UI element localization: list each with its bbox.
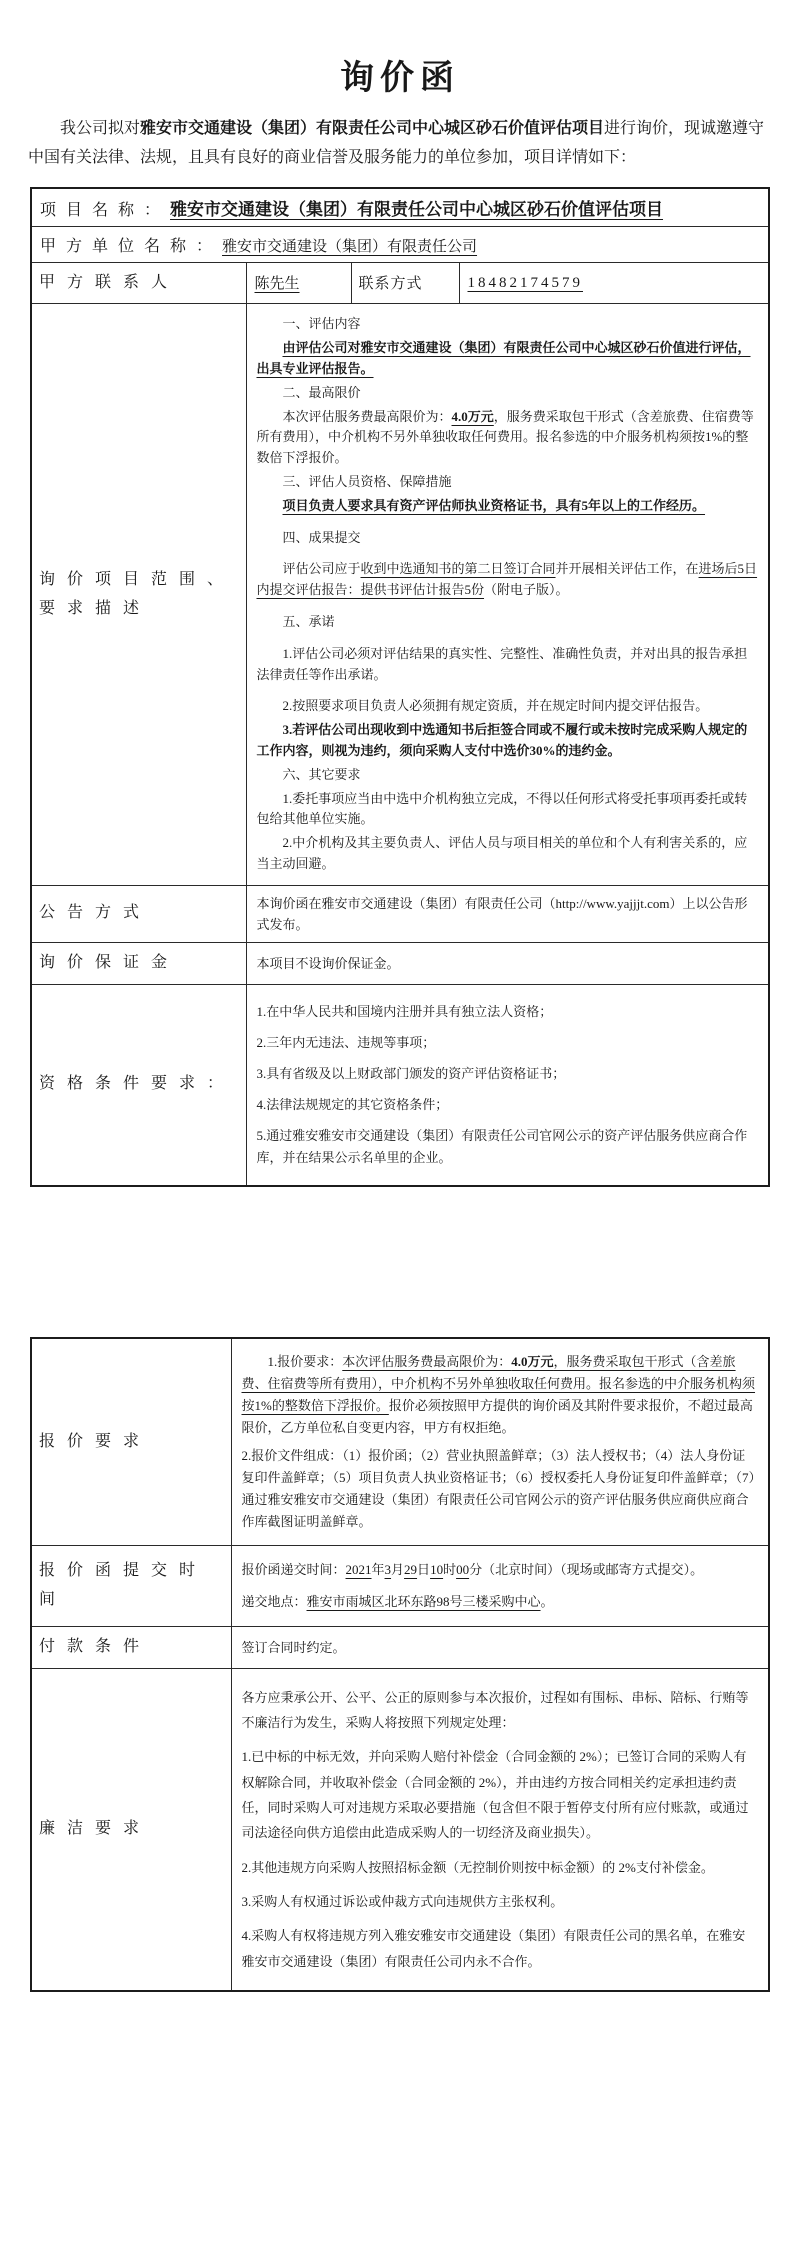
paragraph: 由评估公司对雅安市交通建设（集团）有限责任公司中心城区砂石价值进行评估，出具专业评估报告。 <box>256 340 751 376</box>
paragraph: 评估公司应于收到中选通知书的第二日签订合同并开展相关评估工作，在进场后5日内提交评估报告：提供书评估计报告5份（附电子版）。 <box>256 561 758 598</box>
quote-requirements-content <box>231 1338 769 1545</box>
contact-row <box>31 262 769 304</box>
paragraph: 报价函递交时间：2021年3月29日10时00分（北京时间）（现场或邮寄方式提交）。 <box>241 1561 704 1577</box>
paragraph: 1.委托事项应当由中选中介机构独立完成，不得以任何形式将受托事项再委托或转包给其他单位实施。 <box>256 790 748 827</box>
quotation-table <box>30 1337 770 1992</box>
contact-person-label: 甲方联系人 <box>31 262 246 304</box>
submission-time-content <box>231 1545 769 1626</box>
announcement-value: 本询价函在雅安市交通建设（集团）有限责任公司（http://www.yajjjt.com）上以公告形式发布。 <box>246 885 769 942</box>
paragraph: 2.按照要求项目负责人必须拥有规定资质，并在规定时间内提交评估报告。 <box>282 698 709 714</box>
paragraph: 2.报价文件组成：（1）报价函；（2）营业执照盖鲜章；（3）法人授权书；（4）法人身份证复印件盖鲜章；（5）项目负责人执业资格证书；（6）授权委托人身份证复印件盖鲜章；（7）通过雅安雅安市交通建设（集团）有限责任公司官网公示的资产评估服务供应商供应商合作库截图证明盖鲜章。 <box>241 1447 756 1529</box>
paragraph: 1.报价要求：本次评估服务费最高限价为：4.0万元，服务费采取包干形式（含差旅费、住宿费等所有费用），中介机构不另外单独收取任何费用。报名参选的中介服务机构须按1%的整数倍下浮报价。报价必须按照甲方提供的询价函及其附件要求报价，不超过最高限价，乙方单位私自变更内容，甲方有权拒绝。 <box>241 1354 756 1436</box>
contact-phone: 18482174579 <box>467 274 583 291</box>
paragraph: 1.评估公司必须对评估结果的真实性、完整性、准确性负责，并对出具的报告承担法律责任等作出承诺。 <box>256 645 748 682</box>
quote-requirements-row <box>31 1338 769 1545</box>
inquiry-info-table <box>30 187 770 1188</box>
intro-paragraph <box>28 115 772 173</box>
paragraph: 3.采购人有权通过诉讼或仲裁方式向违规供方主张权利。 <box>241 1893 564 1909</box>
paragraph: 1.已中标的中标无效，并向采购人赔付补偿金（合同金额的 2%）；已签订合同的采购人有权解除合同，并收取补偿金（合同金额的 2%），并由违约方按合同相关约定承担违约责任，同时采购人可对违规方采取必要措施（包含但不限于暂停支付所有应付账款，或通过司法途径向供方追偿由此造成采购人的一切经济及商业损失）。 <box>241 1749 749 1841</box>
submission-time-row <box>31 1545 769 1626</box>
paragraph: 二、最高限价 <box>282 384 361 400</box>
paragraph: 2.其他违规方向采购人按照招标金额（无控制价则按中标金额）的 2%支付补偿金。 <box>241 1859 714 1875</box>
paragraph: 我公司拟对雅安市交通建设（集团）有限责任公司中心城区砂石价值评估项目进行询价，现诚邀遵守中国有关法律、法规，且具有良好的商业信誉及服务能力的单位参加，项目详情如下： <box>28 120 765 166</box>
paragraph: 本次评估服务费最高限价为：4.0万元，服务费采取包干形式（含差旅费、住宿费等所有费用），中介机构不另外单独收取任何费用。报名参选的中介服务机构须按1%的整数倍下浮报价。 <box>256 408 754 466</box>
scope-row <box>31 304 769 885</box>
deposit-label: 询价保证金 <box>31 942 246 984</box>
paragraph: 2.三年内无违法、违规等事项； <box>256 1034 436 1050</box>
paragraph: 3.若评估公司出现收到中选通知书后拒签合同或不履行或未按时完成采购人规定的工作内容，则视为违约，须向采购人支付中选价30%的违约金。 <box>256 722 748 758</box>
paragraph: 五、承诺 <box>282 613 335 629</box>
submission-time-label: 报价函提交时间 <box>31 1545 231 1626</box>
paragraph: 项目负责人要求具有资产评估师执业资格证书，具有5年以上的工作经历。 <box>282 497 706 513</box>
paragraph: 1.在中华人民共和国境内注册并具有独立法人资格； <box>256 1003 553 1019</box>
contact-person-name: 陈先生 <box>254 276 300 293</box>
paragraph: 递交地点：雅安市雨城区北环东路98号三楼采购中心。 <box>241 1593 554 1609</box>
scope-content <box>246 304 769 885</box>
paragraph: 3.具有省级及以上财政部门颁发的资产评估资格证书； <box>256 1065 566 1081</box>
integrity-content <box>231 1668 769 1991</box>
qualification-content <box>246 984 769 1186</box>
payment-terms-value: 签订合同时约定。 <box>231 1626 769 1668</box>
qualification-label: 资格条件要求： <box>31 984 246 1186</box>
project-name-value: 雅安市交通建设（集团）有限责任公司中心城区砂石价值评估项目 <box>170 199 664 219</box>
paragraph: 四、成果提交 <box>282 529 361 545</box>
table-gap <box>0 1187 800 1337</box>
paragraph: 六、其它要求 <box>282 766 361 782</box>
integrity-label: 廉洁要求 <box>31 1668 231 1991</box>
deposit-value: 本项目不设询价保证金。 <box>246 942 769 984</box>
paragraph: 三、评估人员资格、保障措施 <box>282 473 452 489</box>
announcement-row <box>31 885 769 942</box>
project-name-label: 项目名称： <box>40 201 171 219</box>
party-a-value: 雅安市交通建设（集团）有限责任公司 <box>222 238 478 255</box>
announcement-label: 公告方式 <box>31 885 246 942</box>
document-title: 询价函 <box>340 60 460 97</box>
quote-requirements-label: 报价要求 <box>31 1338 231 1545</box>
party-a-label: 甲方单位名称： <box>40 237 223 255</box>
payment-terms-label: 付款条件 <box>31 1626 231 1668</box>
paragraph: 4.法律法规规定的其它资格条件； <box>256 1096 449 1112</box>
paragraph: 5.通过雅安雅安市交通建设（集团）有限责任公司官网公示的资产评估服务供应商合作库，并在结果公示名单里的企业。 <box>256 1127 748 1166</box>
party-a-row <box>31 226 769 262</box>
paragraph: 4.采购人有权将违规方列入雅安雅安市交通建设（集团）有限责任公司的黑名单，在雅安雅安市交通建设（集团）有限责任公司内永不合作。 <box>241 1928 746 1969</box>
paragraph: 各方应秉承公开、公平、公正的原则参与本次报价，过程如有围标、串标、陪标、行贿等不廉洁行为发生，采购人将按照下列规定处理： <box>241 1689 749 1730</box>
project-name-row <box>31 188 769 227</box>
payment-terms-row <box>31 1626 769 1668</box>
contact-method-label: 联系方式 <box>351 262 459 304</box>
paragraph: 2.中介机构及其主要负责人、评估人员与项目相关的单位和个人有利害关系的，应当主动回避。 <box>256 835 748 871</box>
integrity-row <box>31 1668 769 1991</box>
scope-label: 询价项目范围、要求描述 <box>31 304 246 885</box>
qualification-row <box>31 984 769 1186</box>
paragraph: 一、评估内容 <box>282 316 361 332</box>
deposit-row <box>31 942 769 984</box>
